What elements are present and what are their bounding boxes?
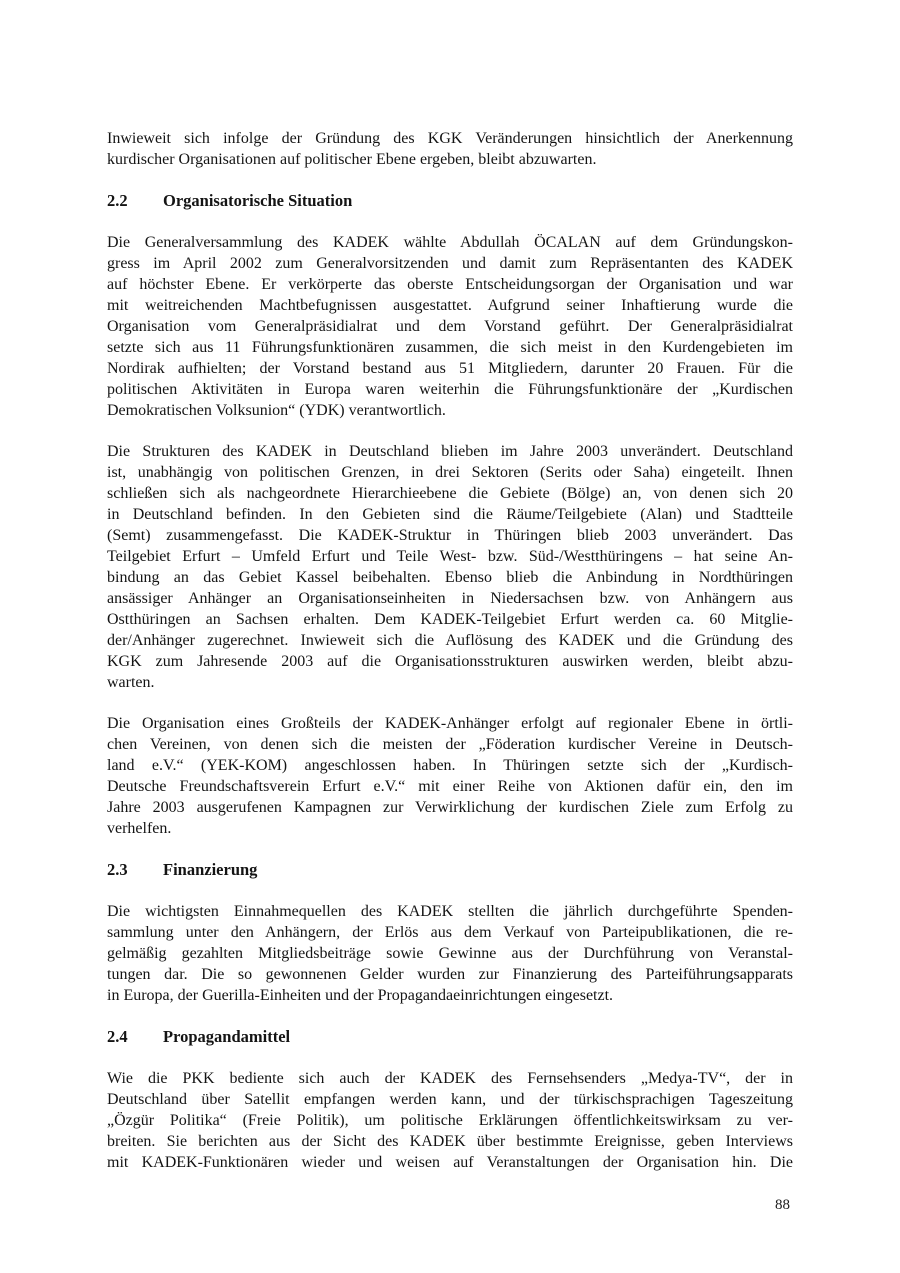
section-heading-2-3 xyxy=(107,859,793,880)
section-title: Organisatorische Situation xyxy=(163,191,353,210)
text-line: der/Anhänger zugerechnet. Inwieweit sich die Auflösung des KADEK und die Gründung des xyxy=(107,632,793,649)
text-line: verhelfen. xyxy=(107,820,172,837)
paragraph xyxy=(107,441,793,693)
text-line: politischen Aktivitäten in Europa waren weiterhin die Führungsfunktionäre der „Kurdischen xyxy=(107,381,793,398)
text-line: auf höchster Ebene. Er verkörperte das oberste Entscheidungsorgan der Organisation und war xyxy=(107,276,793,293)
text-line: bindung an das Gebiet Kassel beibehalten. Ebenso blieb die Anbindung in Nordthüringen xyxy=(107,569,793,586)
text-line: gress im April 2002 zum Generalvorsitzenden und damit zum Repräsentanten des KADEK xyxy=(107,255,793,272)
text-line: setzte sich aus 11 Führungsfunktionären zusammen, die sich meist in den Kurdengebieten im xyxy=(107,339,793,356)
text-line: (Semt) zusammengefasst. Die KADEK-Struktur in Thüringen blieb 2003 unverändert. Das xyxy=(107,527,793,544)
text-line: ist, unabhängig von politischen Grenzen, in drei Sektoren (Serits oder Saha) eingeteilt. Ihnen xyxy=(107,464,793,481)
section-heading-2-2 xyxy=(107,190,793,211)
text-line: schließen sich als nachgeordnete Hierarchieebene die Gebiete (Bölge) an, von denen sich 20 xyxy=(107,485,793,502)
text-line: Deutsche Freundschaftsverein Erfurt e.V.“ mit einer Reihe von Aktionen dafür ein, den im xyxy=(107,778,793,795)
text-line: in Deutschland befinden. In den Gebieten sind die Räume/Teilgebiete (Alan) und Stadtteile xyxy=(107,506,793,523)
paragraph xyxy=(107,901,793,1006)
section-number: 2.4 xyxy=(107,1027,128,1046)
text-line: Organisation vom Generalpräsidialrat und dem Vorstand geführt. Der Generalpräsidialrat xyxy=(107,318,793,335)
text-line: in Europa, der Guerilla-Einheiten und der Propagandaeinrichtungen eingesetzt. xyxy=(107,987,614,1004)
text-line: mit weitreichenden Machtbefugnissen ausgestattet. Aufgrund seiner Inhaftierung wurde die xyxy=(107,297,793,314)
text-line: land e.V.“ (YEK-KOM) angeschlossen haben. In Thüringen setzte sich der „Kurdisch- xyxy=(107,757,793,774)
section-title: Finanzierung xyxy=(163,860,258,879)
text-line: Demokratischen Volksunion“ (YDK) verantwortlich. xyxy=(107,402,446,419)
text-line: Deutschland über Satellit empfangen werden kann, und der türkischsprachigen Tageszeitung xyxy=(107,1091,793,1108)
text-line: sammlung unter den Anhängern, der Erlös aus dem Verkauf von Parteipublikationen, die re- xyxy=(107,924,793,941)
text-line: chen Vereinen, von denen sich die meisten der „Föderation kurdischer Vereine in Deutsch- xyxy=(107,736,793,753)
section-heading-2-4 xyxy=(107,1026,793,1047)
text-line: Die Organisation eines Großteils der KADEK-Anhänger erfolgt auf regionaler Ebene in örtli- xyxy=(107,715,793,732)
text-line: „Özgür Politika“ (Freie Politik), um politische Erklärungen öffentlichkeitswirksam zu ver- xyxy=(107,1112,793,1129)
paragraph xyxy=(107,128,793,170)
text-line: Die Strukturen des KADEK in Deutschland blieben im Jahre 2003 unverändert. Deutschland xyxy=(107,443,793,460)
text-line: Wie die PKK bediente sich auch der KADEK des Fernsehsenders „Medya-TV“, der in xyxy=(107,1070,793,1087)
paragraph xyxy=(107,713,793,839)
section-title: Propagandamittel xyxy=(163,1027,291,1046)
text-line: Die wichtigsten Einnahmequellen des KADEK stellten die jährlich durchgeführte Spenden- xyxy=(107,903,793,920)
text-line: Inwieweit sich infolge der Gründung des KGK Veränderungen hinsichtlich der Anerkennung xyxy=(107,130,793,147)
section-number: 2.3 xyxy=(107,860,128,879)
paragraph xyxy=(107,1068,793,1173)
text-line: Teilgebiet Erfurt – Umfeld Erfurt und Teile West- bzw. Süd-/Westthüringens – hat seine An- xyxy=(107,548,793,565)
text-line: Nordirak aufhielten; der Vorstand bestand aus 51 Mitgliedern, darunter 20 Frauen. Für die xyxy=(107,360,793,377)
text-line: gelmäßig gezahlten Mitgliedsbeiträge sowie Gewinne aus der Durchführung von Veranstal- xyxy=(107,945,793,962)
page-number: 88 xyxy=(775,1197,790,1213)
text-line: Jahre 2003 ausgerufenen Kampagnen zur Verwirklichung der kurdischen Ziele zum Erfolg zu xyxy=(107,799,793,816)
text-line: breiten. Sie berichten aus der Sicht des KADEK über bestimmte Ereignisse, geben Interviews xyxy=(107,1133,793,1150)
text-line: warten. xyxy=(107,674,155,691)
text-line: Ostthüringen an Sachsen erhalten. Dem KADEK-Teilgebiet Erfurt werden ca. 60 Mitglie- xyxy=(107,611,793,628)
text-line: Die Generalversammlung des KADEK wählte Abdullah ÖCALAN auf dem Gründungskon- xyxy=(107,234,793,251)
text-line: kurdischer Organisationen auf politischer Ebene ergeben, bleibt abzuwarten. xyxy=(107,151,597,168)
text-line: KGK zum Jahresende 2003 auf die Organisationsstrukturen auswirken werden, bleibt abzu- xyxy=(107,653,793,670)
text-line: mit KADEK-Funktionären wieder und weisen auf Veranstaltungen der Organisation hin. Die xyxy=(107,1154,793,1171)
text-line: tungen dar. Die so gewonnenen Gelder wurden zur Finanzierung des Parteiführungsapparats xyxy=(107,966,793,983)
paragraph xyxy=(107,232,793,421)
text-line: ansässiger Anhänger an Organisationseinheiten in Niedersachsen bzw. von Anhängern aus xyxy=(107,590,793,607)
section-number: 2.2 xyxy=(107,191,128,210)
